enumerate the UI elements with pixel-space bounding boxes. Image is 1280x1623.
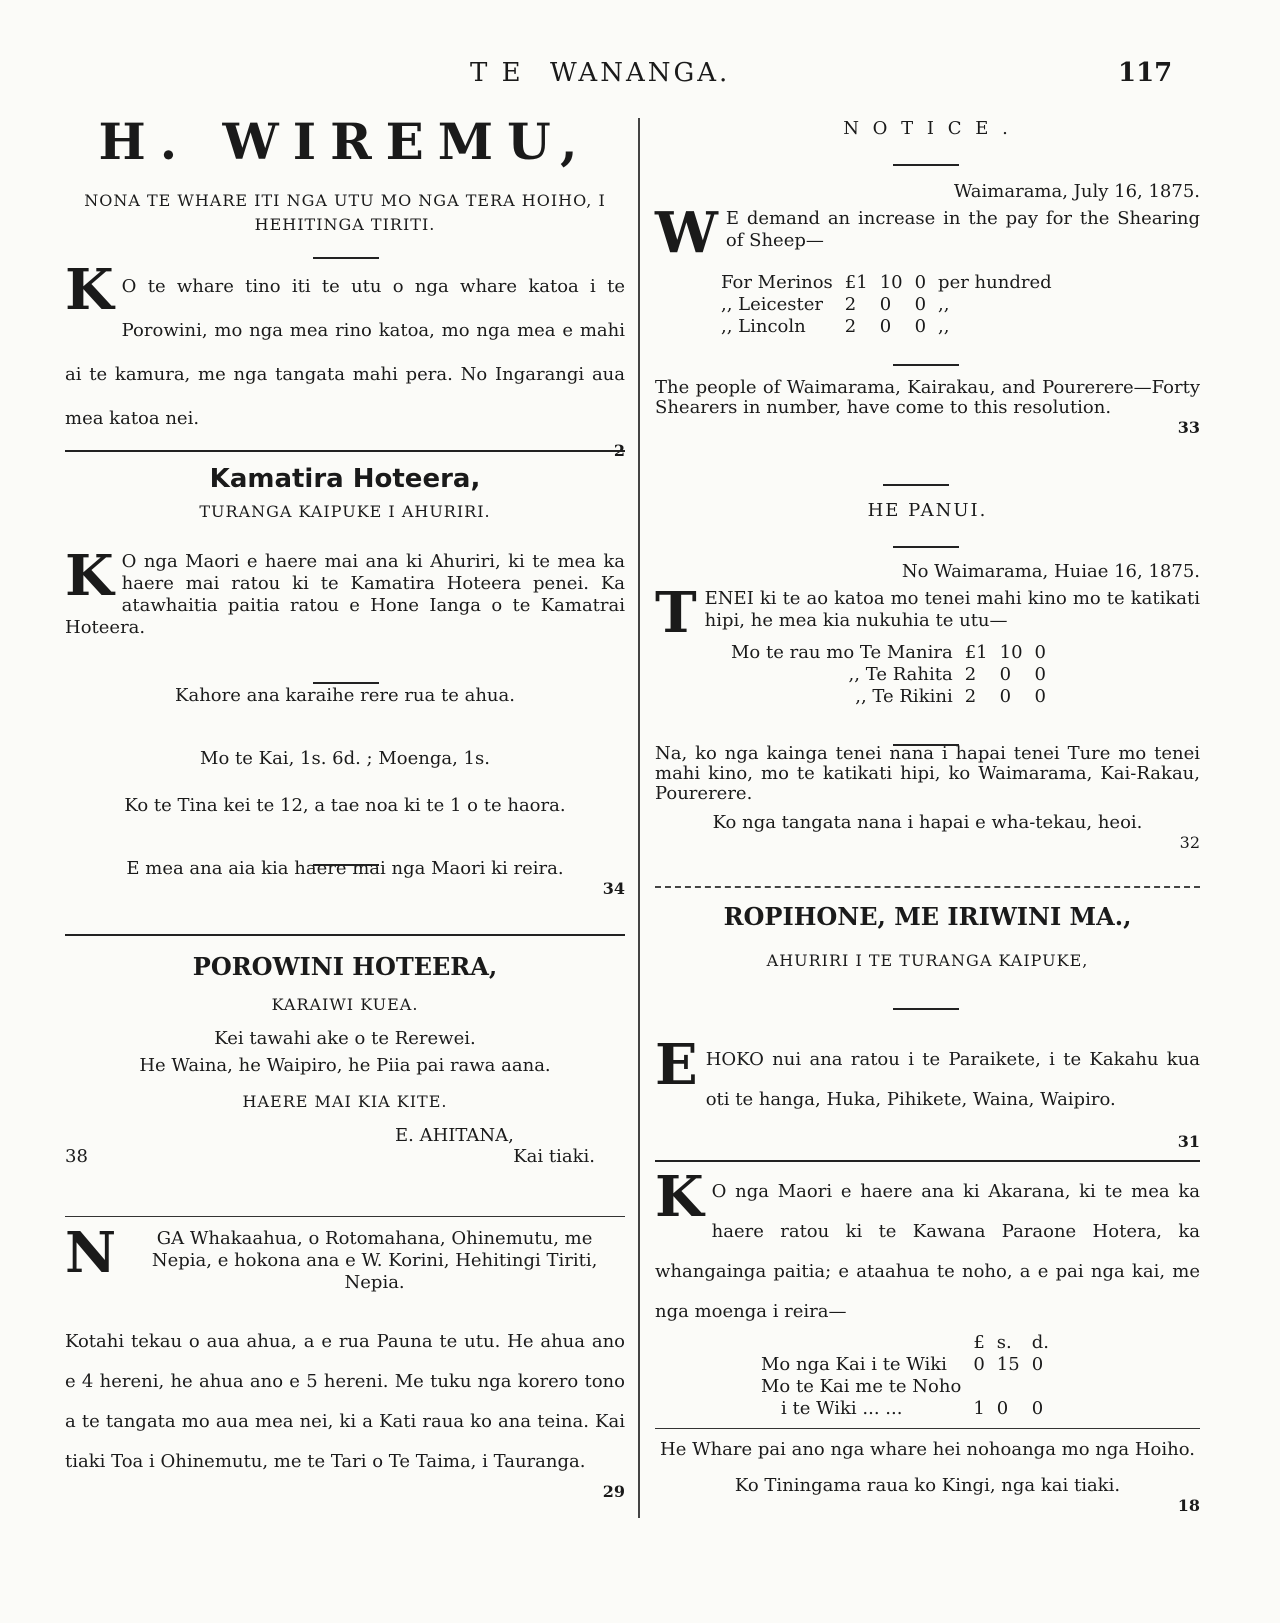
kamatira-line2: Mo te Kai, 1s. 6d. ; Moenga, 1s.: [200, 748, 490, 769]
kamatira-title: Kamatira Hoteera,: [209, 464, 481, 494]
page-number: 117: [1118, 58, 1173, 88]
table-row: £ s. d.: [973, 1332, 1049, 1353]
panui-ad: [655, 474, 1200, 852]
wiremu-subtitle: NONA TE WHARE ITI NGA UTU MO NGA TERA HOIHO, I HEHITINGA TIRITI.: [84, 191, 606, 234]
running-header-mark: T E: [470, 58, 524, 88]
table-row: ,, Te Rikini 2 0 0: [855, 686, 1046, 707]
table-row: ,, Leicester 2 0 0 ,,: [721, 294, 950, 315]
kawana-rates-table: [755, 1332, 1055, 1420]
porowini-signature-role: Kai tiaki.: [513, 1146, 595, 1167]
porowini-subtitle: KARAIWI KUEA.: [271, 995, 419, 1014]
porowini-line1: Kei tawahi ake o te Rerewei.: [214, 1028, 476, 1049]
panui-number: 32: [1179, 833, 1200, 852]
kawana-drop-cap: K: [655, 1164, 704, 1230]
kamatira-body: O nga Maori e haere mai ana ki Ahuriri, ki te mea ka haere mai ratou ki te Kamatira Hoteera penei. Ka atawhaitia paitia ratou e Hone Ianga o te Kamatrai Hoteera.: [65, 551, 625, 638]
whakaahua-body2: Kotahi tekau o aua ahua, a e rua Pauna te utu. He ahua ano e 4 hereni, he ahua ano e 5 hereni. Me tuku nga korero tono a te tangata mo aua mea nei, ki a Kati raua ko ana teina. Kai tiaki Toa i Ohinemutu, me te Tari o Te Taima, i Tauranga.: [65, 1331, 625, 1472]
ropihone-number: 31: [1177, 1132, 1200, 1151]
kawana-body: O nga Maori e haere ana ki Akarana, ki te mea ka haere ratou ki te Kawana Paraone Hotera, ka whangainga paitia; e ataahua te noho, a e pai nga kai, me nga moenga i reira—: [655, 1181, 1200, 1322]
porowini-line3: HAERE MAI KIA KITE.: [242, 1092, 448, 1111]
column-divider: [638, 118, 640, 1518]
kamatira-subtitle: TURANGA KAIPUKE I AHURIRI.: [199, 502, 491, 521]
kawana-body2: He Whare pai ano nga whare hei nohoanga mo nga Hoiho.: [660, 1439, 1195, 1460]
kamatira-line4: E mea ana aia kia haere mai nga Maori ki reira.: [126, 858, 564, 879]
kamatira-ad: [65, 464, 625, 898]
ropihone-ad: [655, 902, 1200, 1151]
kamatira-line1: Kahore ana karaihe rere rua te ahua.: [175, 685, 515, 706]
notice-number: 33: [1177, 418, 1200, 437]
whakaahua-number: 29: [602, 1482, 625, 1501]
notice-ad: [655, 118, 1200, 437]
notice-body2: The people of Waimarama, Kairakau, and Pourerere—Forty Shearers in number, have come to this resolution.: [655, 377, 1200, 418]
whakaahua-body: GA Whakaahua, o Rotomahana, Ohinemutu, me Nepia, e hokona ana e W. Korini, Hehitingi Tiriti, Nepia.: [151, 1228, 598, 1293]
notice-title: N O T I C E .: [843, 118, 1012, 139]
table-row: For Merinos £1 10 0 per hundred: [721, 272, 1052, 293]
table-row: i te Wiki ... ... 1 0 0: [781, 1398, 1044, 1419]
table-row: Mo te rau mo Te Manira £1 10 0: [731, 642, 1046, 663]
wiremu-name: H. WIREMU,: [98, 112, 592, 171]
notice-drop-cap: W: [655, 200, 718, 266]
ropihone-subtitle: AHURIRI I TE TURANGA KAIPUKE,: [766, 951, 1089, 970]
porowini-ad: [65, 952, 625, 1170]
porowini-title: POROWINI HOTEERA,: [192, 952, 498, 981]
table-row: ,, Lincoln 2 0 0 ,,: [721, 316, 950, 337]
wiremu-body: O te whare tino iti te utu o nga whare katoa i te Porowini, mo nga mea rino katoa, mo nga mea e mahi ai te kamura, me nga tangata mahi pera. No Ingarangi aua mea katoa nei.: [65, 276, 625, 429]
kamatira-line3: Ko te Tina kei te 12, a tae noa ki te 1 o te haora.: [124, 795, 566, 816]
kawana-body3: Ko Tiningama raua ko Kingi, nga kai tiaki.: [734, 1475, 1121, 1496]
panui-drop-cap: T: [655, 580, 697, 646]
kawana-number: 18: [1177, 1496, 1200, 1515]
table-row: Mo nga Kai i te Wiki 0 15 0: [761, 1354, 1044, 1375]
panui-body: ENEI ki te ao katoa mo tenei mahi kino mo te katikati hipi, he mea kia nukuhia te utu—: [704, 588, 1200, 631]
kamatira-number: 34: [602, 879, 625, 898]
kawana-ad: [655, 1164, 1200, 1515]
porowini-signature: E. AHITANA,: [395, 1125, 514, 1146]
whakaahua-drop-cap: N: [65, 1220, 117, 1286]
notice-rates-table: [715, 272, 1058, 338]
wiremu-ad: [65, 112, 625, 460]
panui-title: HE PANUI.: [867, 500, 988, 521]
kamatira-drop-cap: K: [65, 543, 114, 609]
table-row: ,, Te Rahita 2 0 0: [848, 664, 1046, 685]
panui-date: No Waimarama, Huiae 16, 1875.: [901, 561, 1200, 582]
wiremu-number: 2: [613, 441, 625, 460]
wiremu-drop-cap: K: [65, 257, 114, 323]
panui-body2: Na, ko nga kainga tenei nana i hapai tenei Ture mo tenei mahi kino, mo te katikati hipi, ko Waimarama, Kai-Rakau, Pourerere.: [655, 743, 1200, 804]
ropihone-title: ROPIHONE, ME IRIWINI MA.,: [723, 902, 1132, 931]
notice-body: E demand an increase in the pay for the Shearing of Sheep—: [725, 208, 1200, 251]
ropihone-body: HOKO nui ana ratou i te Paraikete, i te Kakahu kua oti te hanga, Huka, Pihikete, Waina, Waipiro.: [705, 1049, 1200, 1110]
porowini-line2: He Waina, he Waipiro, he Piia pai rawa aana.: [139, 1055, 551, 1076]
ropihone-drop-cap: E: [655, 1032, 698, 1098]
panui-body3: Ko nga tangata nana i hapai e wha-tekau, heoi.: [712, 812, 1143, 833]
whakaahua-ad: [65, 1220, 625, 1501]
porowini-number: 38: [65, 1146, 88, 1167]
table-row: Mo te Kai me te Noho: [761, 1376, 962, 1397]
notice-date: Waimarama, July 16, 1875.: [953, 181, 1200, 202]
running-header-title: WANANGA.: [550, 58, 731, 88]
panui-rates-table: [725, 642, 1052, 708]
